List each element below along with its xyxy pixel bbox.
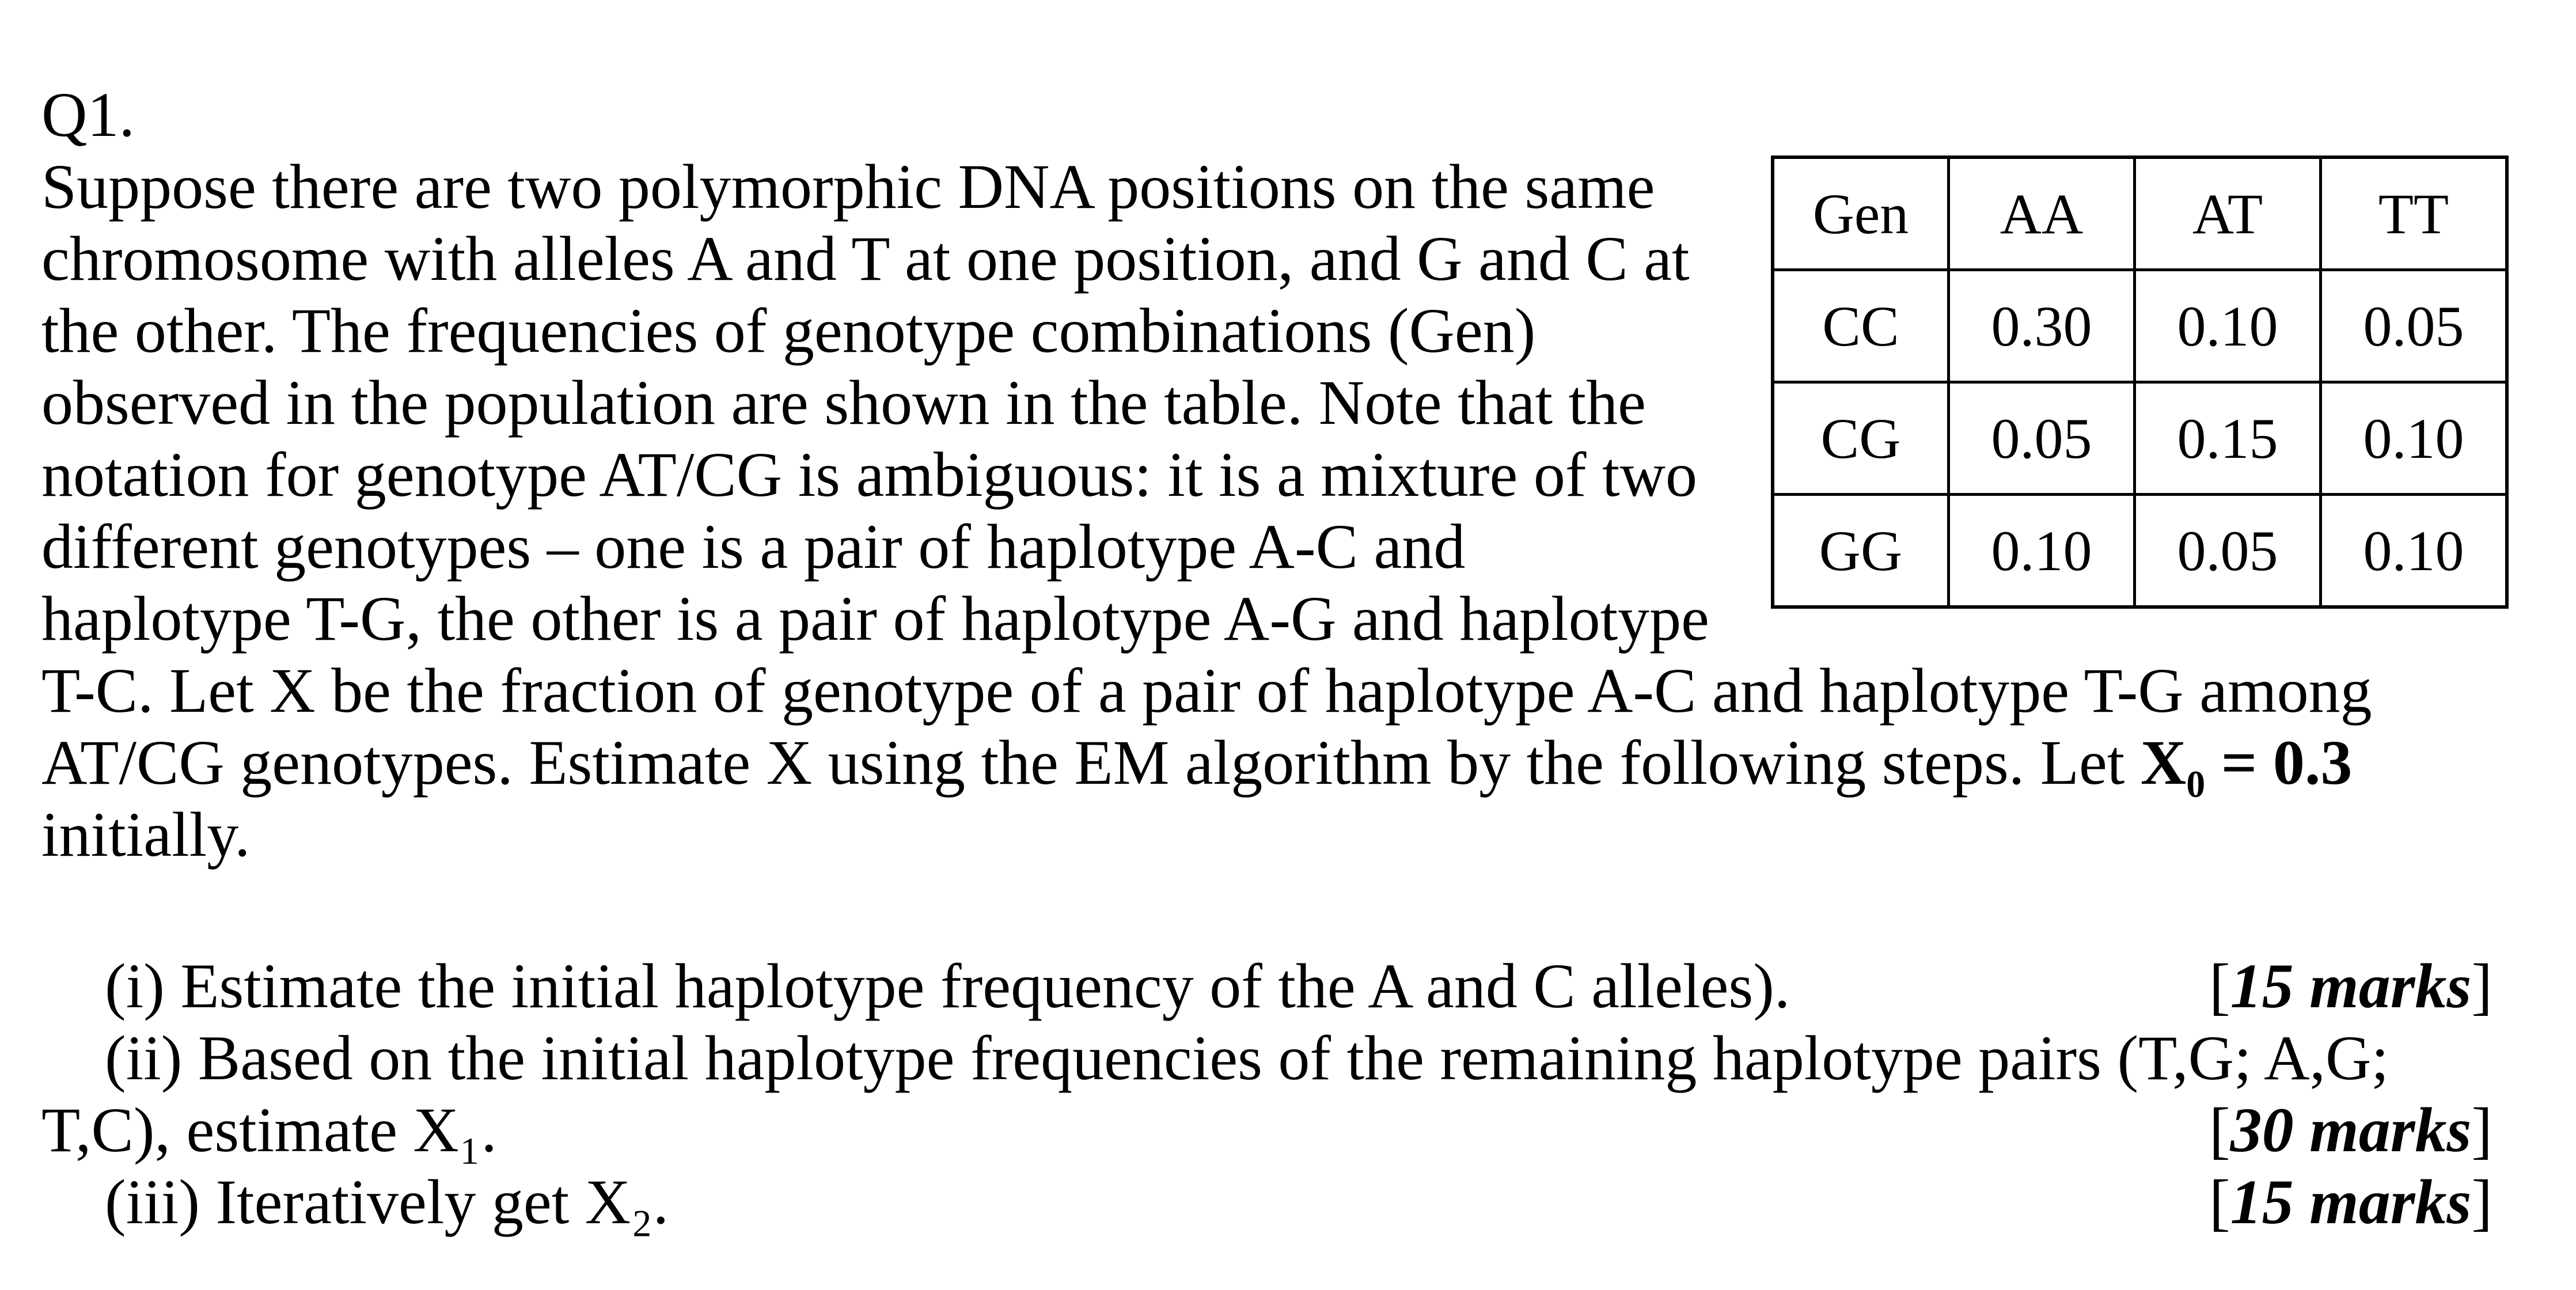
cell-gg-aa: 0.10: [1949, 495, 2135, 608]
part-i-marks: [2209, 950, 2492, 1022]
header-cell-aa: AA: [1949, 157, 2135, 270]
paragraph-line-7: haplotype T-G, the other is a pair of haplotype A-G and haplotype: [41, 583, 1709, 654]
cell-cc-tt: 0.05: [2321, 270, 2507, 382]
bracket-close: ]: [2471, 951, 2492, 1021]
part-ii-text-line1: (ii) Based on the initial haplotype frequencies of the remaining haplotype pairs (T,G; A,G;: [105, 1023, 2389, 1093]
row-label-cg: CG: [1773, 382, 1949, 495]
cell-cg-at: 0.15: [2135, 382, 2321, 495]
part-ii-marks: [2209, 1094, 2492, 1166]
part-i-text: (i) Estimate the initial haplotype frequency of the A and C alleles).: [105, 951, 1790, 1021]
header-cell-at: AT: [2135, 157, 2321, 270]
paragraph-line-9-text: AT/CG genotypes. Estimate X using the EM algorithm by the following steps. Let: [41, 727, 2141, 798]
table-header-row: [1773, 157, 2507, 270]
paragraph-line-4: observed in the population are shown in the table. Note that the: [41, 367, 1646, 438]
cell-cc-at: 0.10: [2135, 270, 2321, 382]
header-cell-gen: Gen: [1773, 157, 1949, 270]
paragraph-line-1: Suppose there are two polymorphic DNA positions on the same: [41, 151, 1655, 222]
cell-cg-tt: 0.10: [2321, 382, 2507, 495]
part-iii-text: (iii) Iteratively get X₂.: [105, 1167, 669, 1237]
part-ii-text-line2: T,C), estimate X₁.: [41, 1095, 497, 1165]
table-row-gg: [1773, 495, 2507, 608]
part-ii-marks-value: 30 marks: [2230, 1095, 2472, 1165]
question-label: Q1.: [41, 79, 135, 150]
table-row-cg: [1773, 382, 2507, 495]
part-iii-marks: [2209, 1166, 2492, 1238]
paragraph-line-8: T-C. Let X be the fraction of genotype of a pair of haplotype A-C and haplotype T-G among: [41, 655, 2372, 726]
cell-cc-aa: 0.30: [1949, 270, 2135, 382]
header-cell-tt: TT: [2321, 157, 2507, 270]
bracket-close: ]: [2471, 1167, 2492, 1237]
paragraph-line-10: initially.: [41, 799, 251, 870]
genotype-frequency-table: [1771, 155, 2509, 609]
paragraph-line-2: chromosome with alleles A and T at one position, and G and C at: [41, 223, 1690, 294]
part-i-marks-value: 15 marks: [2230, 951, 2472, 1021]
bracket-close: ]: [2471, 1095, 2492, 1165]
table-row-cc: [1773, 270, 2507, 382]
cell-gg-at: 0.05: [2135, 495, 2321, 608]
paragraph-line-3: the other. The frequencies of genotype combinations (Gen): [41, 295, 1536, 366]
paragraph-line-5: notation for genotype AT/CG is ambiguous: it is a mixture of two: [41, 439, 1697, 510]
cell-gg-tt: 0.10: [2321, 495, 2507, 608]
bracket-open: [: [2209, 951, 2230, 1021]
row-label-gg: GG: [1773, 495, 1949, 608]
paragraph-line-6: different genotypes – one is a pair of haplotype A-C and: [41, 511, 1466, 582]
bracket-open: [: [2209, 1095, 2230, 1165]
paragraph-line-9: [41, 727, 2352, 799]
bracket-open: [: [2209, 1167, 2230, 1237]
cell-cg-aa: 0.05: [1949, 382, 2135, 495]
part-iii-marks-value: 15 marks: [2230, 1167, 2472, 1237]
row-label-cc: CC: [1773, 270, 1949, 382]
x0-initial-value: X₀ = 0.3: [2140, 727, 2353, 798]
